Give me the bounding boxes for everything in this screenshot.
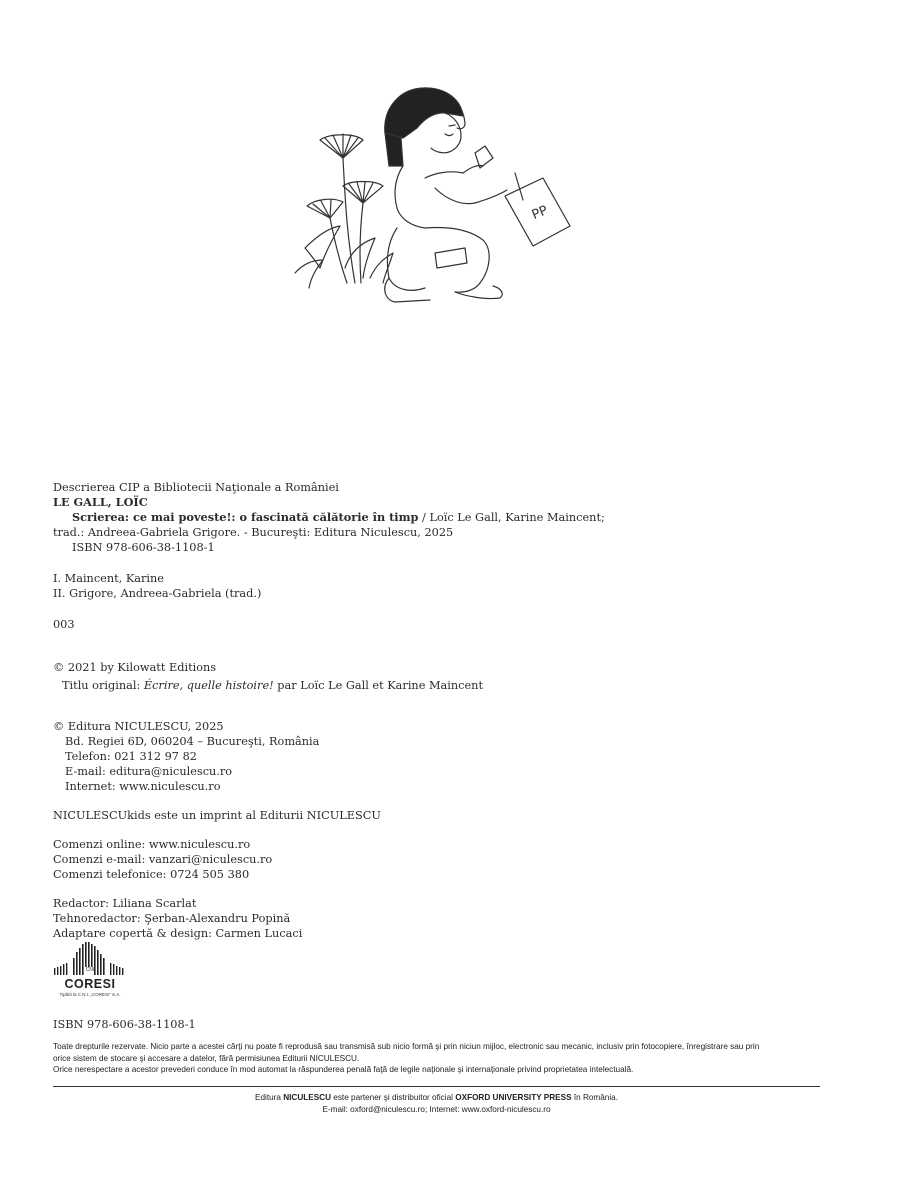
orders-email: Comenzi e-mail: vanzari@niculescu.ro [53, 853, 273, 866]
legal-notice [53, 1041, 843, 1076]
cip-entry-1: I. Maincent, Karine [53, 572, 164, 585]
orders-phone: Comenzi telefonice: 0724 505 380 [53, 868, 250, 881]
scribe-figure-icon [385, 88, 523, 302]
legal-line-2: orice sistem de stocare şi accesare a datelor, fără permisiunea Editurii NICULESCU. [53, 1053, 360, 1063]
credits-design: Adaptare copertă & design: Carmen Lucaci [53, 927, 303, 940]
publisher-imprint: NICULESCUkids este un imprint al Editurii NICULESCU [53, 809, 381, 822]
cip-classification: 003 [53, 618, 75, 631]
legal-line-1: Toate drepturile rezervate. Nicio parte a acestei cărţi nu poate fi reprodusă sau transmisă sub nicio formă şi prin niciun mijloc, electronic sau mecanic, inclusiv prin fotocopiere, înregistrare sau prin [53, 1042, 760, 1051]
original-copyright: © 2021 by Kilowatt Editions [53, 661, 217, 674]
cip-translator-line: trad.: Andreea-Gabriela Grigore. - Bucureşti: Editura Niculescu, 2025 [53, 526, 454, 539]
credits-editor: Redactor: Liliana Scarlat [53, 897, 197, 910]
egyptian-scribe-illustration [285, 78, 575, 308]
original-title-prefix: Titlu original: [62, 679, 144, 692]
cip-heading: Descrierea CIP a Bibliotecii Naţionale a României [53, 481, 339, 494]
publisher-address: Bd. Regiei 6D, 060204 – Bucureşti, România [65, 735, 320, 748]
papyrus-plant-icon [295, 134, 393, 288]
footer-publisher-name: NICULESCU [283, 1093, 331, 1102]
papyrus-sheet-icon [505, 178, 570, 246]
isbn-bottom: ISBN 978-606-38-1108-1 [53, 1018, 196, 1031]
cip-author: LE GALL, LOÏC [53, 495, 148, 509]
publisher-phone: Telefon: 021 312 97 82 [65, 750, 197, 763]
cip-title-line [53, 510, 853, 525]
papyrus-text: PP [529, 203, 551, 224]
cip-title-rest: / Loïc Le Gall, Karine Maincent; [418, 511, 605, 524]
cip-title-bold: Scrierea: ce mai poveste!: o fascinată călătorie în timp [72, 510, 419, 524]
publisher-email: E-mail: editura@niculescu.ro [65, 765, 233, 778]
original-title-line [53, 678, 853, 693]
coresi-logo-cni: CNI [85, 967, 95, 973]
coresi-logo-text: CORESI [64, 977, 116, 991]
cip-isbn: ISBN 978-606-38-1108-1 [72, 541, 215, 554]
footer-text-3: în România. [571, 1093, 618, 1102]
footer-text-2: este partener şi distribuitor oficial [331, 1093, 456, 1102]
coresi-logo-subtitle: Tipărit la C.N.I. „CORESI” S.A. [59, 992, 121, 997]
footer-line-1 [53, 1092, 820, 1104]
cip-entry-2: II. Grigore, Andreea-Gabriela (trad.) [53, 587, 262, 600]
cip-block [53, 480, 853, 941]
footer-text-1: Editura [255, 1093, 284, 1102]
orders-online: Comenzi online: www.niculescu.ro [53, 838, 251, 851]
legal-line-3: Orice nerespectare a acestor prevederi conduce în mod automat la răspunderea penală faţă de legile naţionale şi internaţionale privind proprietatea intelectuală. [53, 1065, 634, 1074]
footer-divider [53, 1086, 820, 1087]
credits-typesetter: Tehnoredactor: Şerban-Alexandru Popină [53, 912, 291, 925]
footer-oup-name: OXFORD UNIVERSITY PRESS [455, 1093, 572, 1102]
publisher-copyright: © Editura NICULESCU, 2025 [53, 720, 224, 733]
publisher-internet: Internet: www.niculescu.ro [65, 780, 221, 793]
footer [53, 1092, 820, 1115]
footer-line-2: E-mail: oxford@niculescu.ro; Internet: www.oxford-niculescu.ro [322, 1104, 551, 1114]
original-title-suffix: par Loïc Le Gall et Karine Maincent [273, 679, 483, 692]
original-title-italic: Écrire, quelle histoire! [143, 679, 274, 692]
